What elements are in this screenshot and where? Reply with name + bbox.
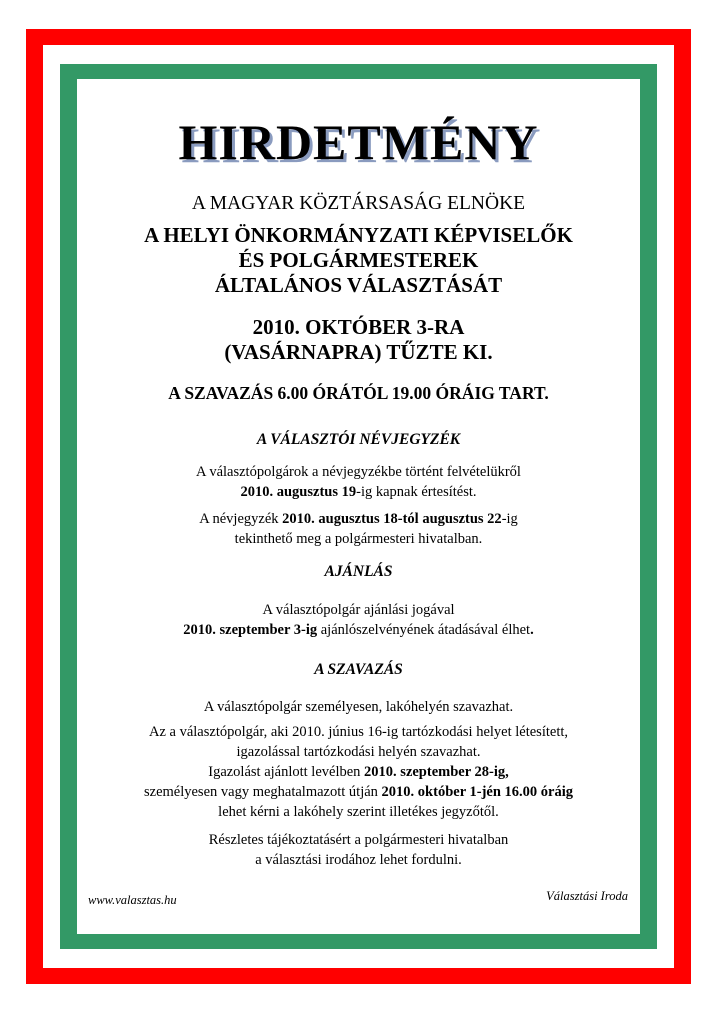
nomination-date: 2010. szeptember 3-ig bbox=[183, 622, 318, 638]
election-line-2: ÉS POLGÁRMESTEREK bbox=[238, 248, 479, 272]
registry-heading: A VÁLASZTÓI NÉVJEGYZÉK bbox=[256, 431, 461, 448]
voting-line5-date: 2010. október 1-jén 16.00 óráig bbox=[381, 784, 573, 800]
flag-border-white bbox=[43, 45, 674, 968]
election-line-3: ÁLTALÁNOS VÁLASZTÁSÁT bbox=[214, 273, 503, 297]
flag-border-green bbox=[60, 64, 657, 949]
election-name bbox=[77, 223, 640, 298]
registry-paragraph-1 bbox=[77, 462, 640, 502]
voting-line-4 bbox=[77, 762, 640, 782]
office-signature: Választási Iroda bbox=[546, 889, 628, 903]
registry-p2-date: 2010. augusztus 18-tól augusztus 22 bbox=[282, 511, 502, 527]
registry-p2-line2: tekinthető meg a polgármesteri hivatalban. bbox=[234, 531, 483, 547]
registry-p1-line2 bbox=[77, 482, 640, 502]
voting-line-2: Az a választópolgár, aki 2010. június 16-ig tartózkodási helyet létesített, bbox=[149, 724, 568, 740]
president-line: A MAGYAR KÖZTÁRSASÁG ELNÖKE bbox=[191, 193, 526, 214]
notice-page bbox=[77, 79, 640, 934]
voting-heading: A SZAVAZÁS bbox=[314, 661, 403, 678]
nomination-line2 bbox=[77, 620, 640, 640]
info-paragraph bbox=[77, 830, 640, 870]
voting-hours: A SZAVAZÁS 6.00 ÓRÁTÓL 19.00 ÓRÁIG TART. bbox=[168, 383, 549, 403]
voting-line5-pre: személyesen vagy meghatalmazott útján bbox=[143, 784, 382, 800]
voting-line-6: lehet kérni a lakóhely szerint illetékes jegyzőtől. bbox=[218, 804, 499, 820]
registry-p1-line1: A választópolgárok a névjegyzékbe történt felvételükről bbox=[196, 464, 521, 480]
page-title: HIRDETMÉNY bbox=[178, 114, 539, 170]
date-line-1: 2010. OKTÓBER 3-RA bbox=[252, 315, 465, 339]
election-date bbox=[77, 315, 640, 365]
voting-line4-pre: Igazolást ajánlott levélben bbox=[208, 764, 365, 780]
voting-line-5 bbox=[77, 782, 640, 802]
registry-p1-date: 2010. augusztus 19 bbox=[240, 484, 357, 500]
flag-border-red bbox=[26, 29, 691, 984]
voting-line-3: igazolással tartózkodási helyén szavazhat. bbox=[236, 744, 481, 760]
registry-paragraph-2 bbox=[77, 509, 640, 549]
nomination-period: . bbox=[530, 622, 534, 638]
nomination-tail: ajánlószelvényének átadásával élhet bbox=[317, 622, 531, 638]
date-line-2: (VASÁRNAPRA) TŰZTE KI. bbox=[224, 340, 493, 364]
registry-p1-tail: -ig kapnak értesítést. bbox=[356, 484, 477, 500]
registry-p2-line1 bbox=[77, 509, 640, 529]
voting-line-1: A választópolgár személyesen, lakóhelyén szavazhat. bbox=[203, 699, 514, 715]
nomination-line1: A választópolgár ajánlási jogával bbox=[262, 602, 455, 618]
info-line-1: Részletes tájékoztatásért a polgármesteri hivatalban bbox=[208, 832, 509, 848]
registry-p2-pre: A névjegyzék bbox=[199, 511, 283, 527]
nomination-paragraph bbox=[77, 600, 640, 640]
nomination-heading: AJÁNLÁS bbox=[324, 563, 393, 580]
website-link[interactable]: www.valasztas.hu bbox=[88, 893, 177, 907]
election-line-1: A HELYI ÖNKORMÁNYZATI KÉPVISELŐK bbox=[144, 223, 573, 247]
info-line-2: a választási irodához lehet fordulni. bbox=[255, 852, 462, 868]
registry-p2-suffix: -ig bbox=[501, 511, 518, 527]
voting-paragraph-2 bbox=[77, 722, 640, 822]
voting-line4-date: 2010. szeptember 28-ig, bbox=[364, 764, 509, 780]
